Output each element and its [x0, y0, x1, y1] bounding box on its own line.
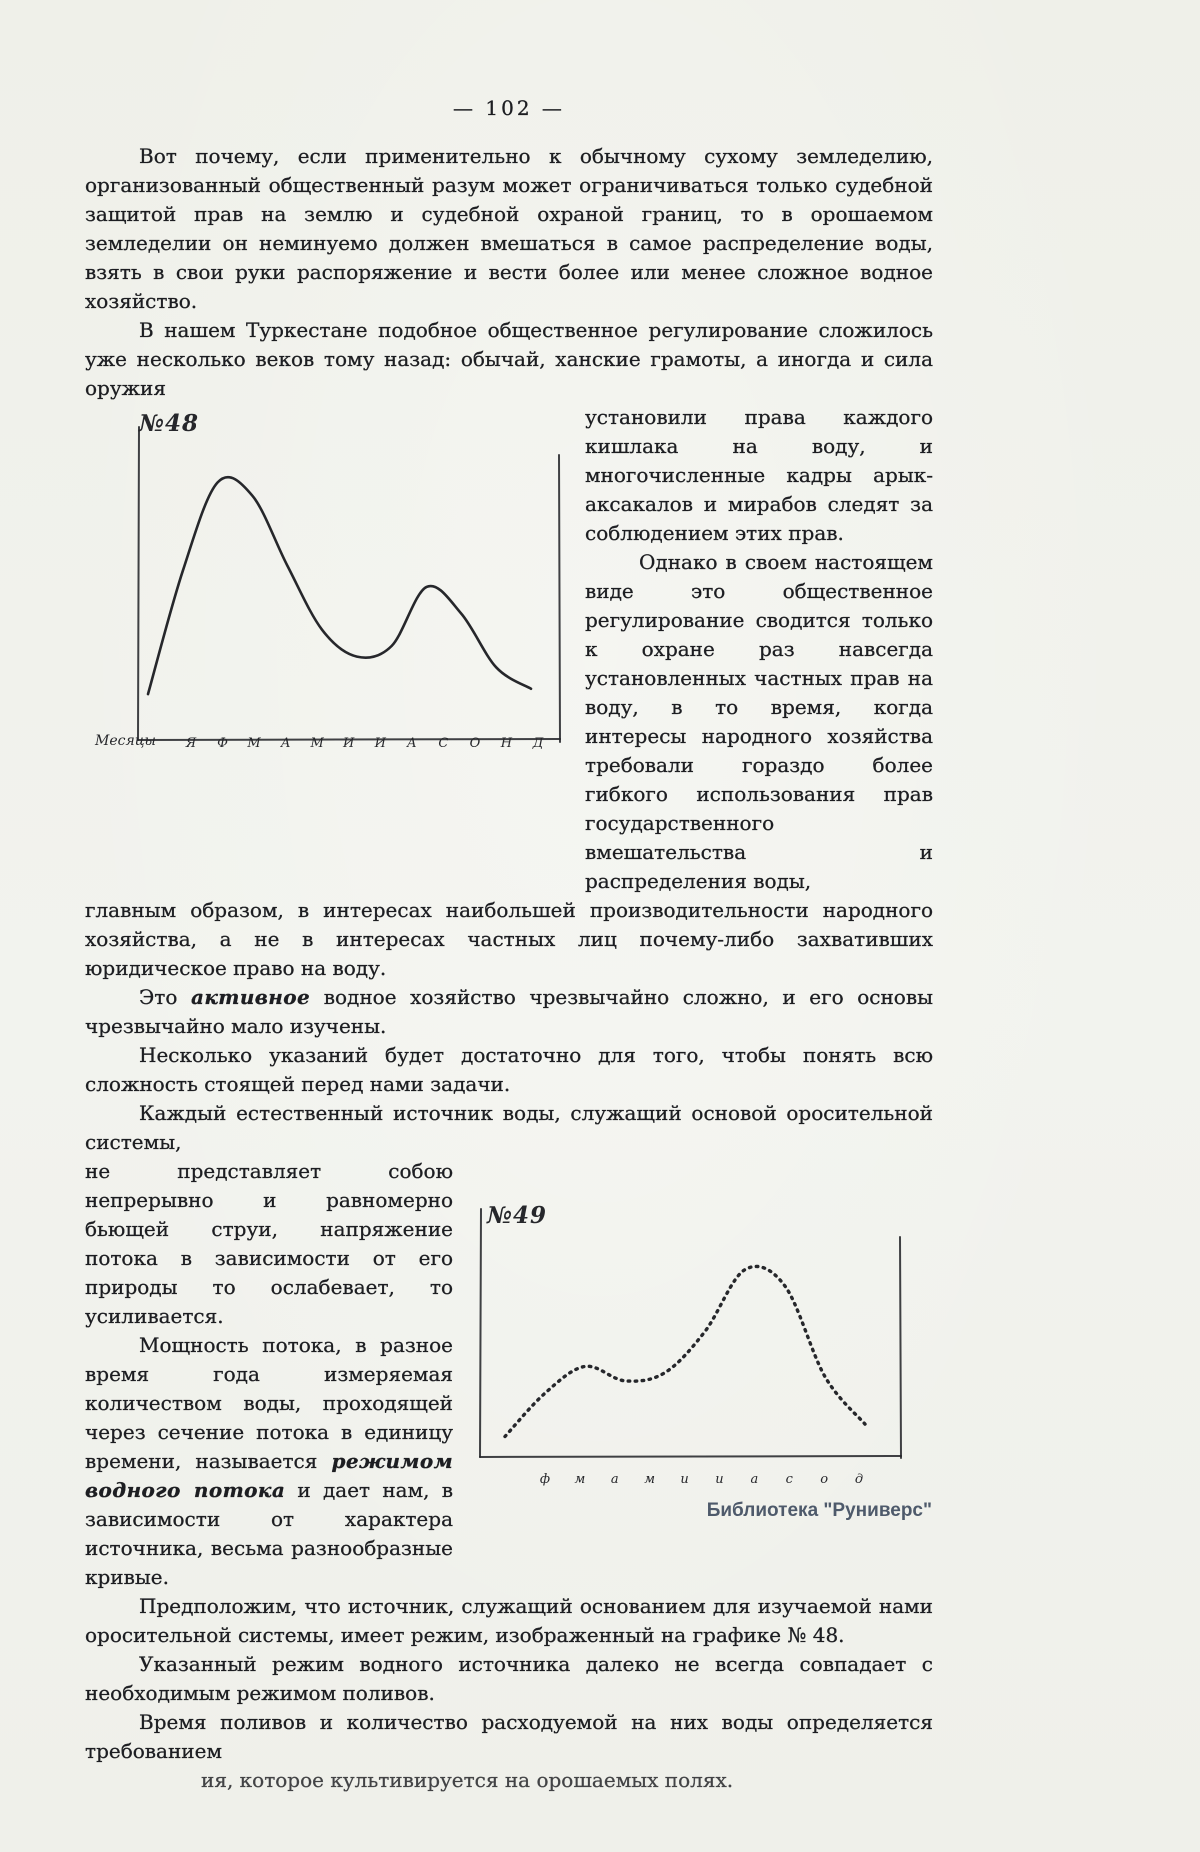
month-tick-label: о	[820, 1472, 829, 1487]
paragraph: главным образом, в интересах наибольшей производительности народного хозяйства, а не в интересах частных лиц почему-либо захвативших юридическое право на воду.	[85, 898, 933, 980]
chart-49-figure	[467, 1199, 909, 1521]
month-tick-label: И	[374, 736, 386, 751]
paragraph: Несколько указаний будет достаточно для того, чтобы понять всю сложность стоящей перед нами задачи.	[85, 1043, 933, 1096]
text-run: и дает нам, в зависимости от характера источника, весьма разнообразные кривые.	[85, 1478, 453, 1589]
month-tick-label: О	[469, 736, 481, 751]
flow-regime-curve	[148, 477, 531, 694]
text-column-left-of-chart	[85, 1157, 453, 1592]
paragraph: В нашем Туркестане подобное общественное регулирование сложилось уже несколько веков тому назад: обычай, ханские грамоты, а иногда и сила оружия	[85, 318, 933, 400]
paragraph: Предположим, что источник, служащий основанием для изучаемой нами оросительной системы, имеет режим, изображенный на графике № 48.	[85, 1594, 933, 1647]
month-tick-label: и	[680, 1472, 689, 1487]
paragraph: Каждый естественный источник воды, служащий основой оросительной системы,	[85, 1101, 933, 1154]
chart-48-label: №48	[139, 410, 200, 437]
month-tick-label: д	[854, 1472, 864, 1487]
month-tick-label: м	[574, 1472, 586, 1487]
paragraph: ия, которое культивируется на орошаемых полях.	[201, 1768, 734, 1792]
text-run: водное хозяйство чрезвычайно сложно, и его основы чрезвычайно мало изучены.	[85, 985, 933, 1038]
month-tick-label: А	[280, 736, 291, 751]
paragraph: Однако в своем настоящем виде это общественное регулирование сводится только к охране раз навсегда установленных частных прав на воду, в то время, когда интересы народного хозяйства требовали гораздо более гибкого использования прав государственного вмешательства и распределения воды,	[585, 550, 933, 893]
x-axis-line	[480, 1456, 901, 1457]
paragraph: установили права каждого кишлака на воду, и многочисленные кадры арык-аксакалов и мирабов следят за соблюдением этих прав.	[585, 405, 933, 545]
paragraph	[85, 1331, 453, 1592]
text-run: Это	[139, 985, 191, 1009]
month-tick-label: с	[785, 1472, 793, 1487]
month-tick-label: А	[406, 736, 417, 751]
month-tick-label: а	[610, 1472, 619, 1487]
emphasis: режимом водного потока	[85, 1449, 453, 1502]
month-tick-label: И	[343, 736, 355, 751]
figure-49-section	[85, 1157, 933, 1592]
library-watermark: Библиотека "Руниверс"	[706, 1500, 932, 1521]
right-border-line	[559, 455, 560, 742]
month-tick-label: м	[644, 1472, 656, 1487]
chart-49-label: №49	[487, 1202, 548, 1229]
month-tick-label: С	[438, 736, 449, 751]
y-axis-line	[480, 1209, 481, 1457]
chart-48-plot	[93, 409, 571, 765]
month-tick-label: Я	[185, 736, 197, 751]
paragraph	[85, 983, 933, 1041]
page-number: — 102 —	[453, 96, 565, 120]
month-tick-label: Ф	[217, 736, 228, 751]
flow-regime-curve	[505, 1266, 865, 1436]
right-border-line	[900, 1237, 901, 1458]
emphasis: активное	[190, 985, 311, 1009]
chart-48-xaxis-label: Месяцы	[95, 733, 156, 749]
chart-48-figure	[93, 409, 571, 765]
paragraph: Время поливов и количество расходуемой на них воды определяется требованием	[85, 1710, 933, 1763]
month-tick-label: и	[715, 1472, 724, 1487]
text-run: Мощность потока, в разное время года измеряемая количеством воды, проходящей через сечение потока в единицу времени, называется	[85, 1333, 453, 1473]
page-content	[85, 94, 933, 1795]
y-axis-line	[138, 427, 139, 740]
paragraph: Вот почему, если применительно к обычному сухому земледелию, организованный общественный разум может ограничиваться только судебной защитой прав на землю и судебной охраной границ, то в орошаемом земледелии он неминуемо должен вмешаться в самое распределение воды, взять в свои руки распоряжение и вести более или менее сложное водное хозяйство.	[85, 144, 933, 313]
month-tick-label: а	[750, 1472, 759, 1487]
figure-48-section	[85, 403, 933, 896]
month-tick-label: Д	[532, 736, 544, 751]
month-tick-label: М	[247, 736, 261, 751]
month-tick-label: ф	[539, 1472, 551, 1487]
text-column-right-of-chart	[585, 403, 933, 896]
month-tick-label: М	[310, 736, 324, 751]
paragraph: Указанный режим водного источника далеко не всегда совпадает с необходимым режимом поливов.	[85, 1652, 933, 1705]
month-tick-label: Н	[500, 736, 513, 751]
paragraph: не представляет собою непрерывно и равномерно бьющей струи, напряжение потока в зависимости от его природы то ослабевает, то усиливается.	[85, 1159, 453, 1328]
